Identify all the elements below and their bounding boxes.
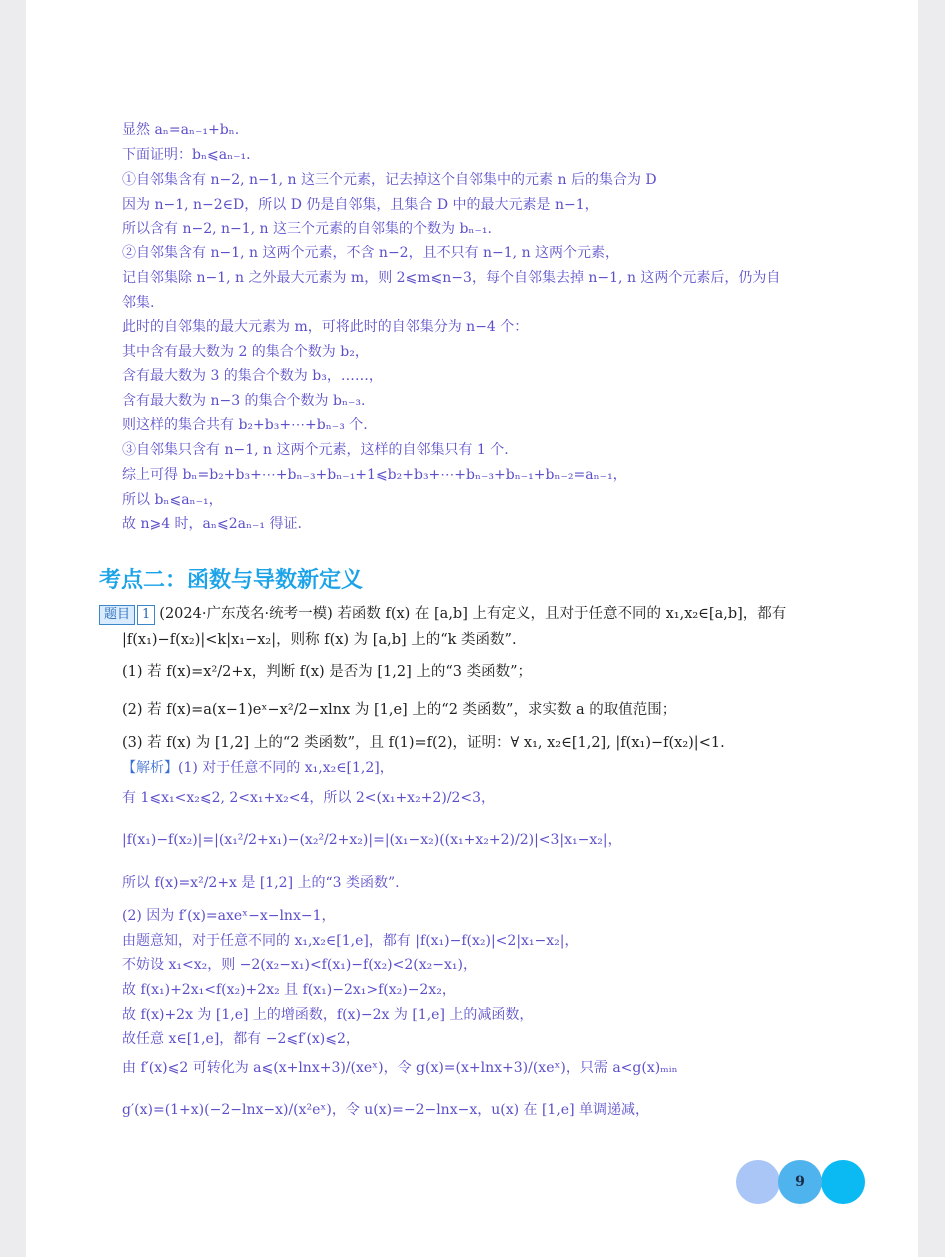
problem-statement: (2024·广东茂名·统考一模) 若函数 f(x) 在 [a,b] 上有定义，且对于任意不同的 x₁,x₂∈[a,b]，都有: [159, 606, 787, 622]
page-number-badge: [26, 1160, 918, 1204]
text-line: 显然 aₙ=aₙ₋₁+bₙ.: [122, 122, 240, 138]
section-heading: 考点二：函数与导数新定义: [99, 568, 364, 593]
text-line: 下面证明：bₙ⩽aₙ₋₁.: [122, 147, 251, 163]
text-line: 因为 n−1, n−2∈D，所以 D 仍是自邻集，且集合 D 中的最大元素是 n−1，: [122, 197, 599, 213]
solution-line: 故任意 x∈[1,e]，都有 −2⩽f′(x)⩽2，: [122, 1031, 360, 1047]
text-line: 含有最大数为 n−3 的集合个数为 bₙ₋₃.: [122, 393, 366, 409]
text-line: 其中含有最大数为 2 的集合个数为 b₂，: [122, 344, 369, 360]
solution-line: 有 1⩽x₁<x₂⩽2, 2<x₁+x₂<4，所以 2<(x₁+x₂+2)/2<3，: [122, 790, 496, 806]
text-line: 此时的自邻集的最大元素为 m，可将此时的自邻集分为 n−4 个：: [122, 319, 529, 335]
solution-line: 由题意知，对于任意不同的 x₁,x₂∈[1,e]，都有 |f(x₁)−f(x₂)|<2|x₁−x₂|，: [122, 933, 579, 949]
solution-line: 由 f′(x)⩽2 可转化为 a⩽(x+lnx+3)/(xeˣ)，令 g(x)=(x+lnx+3)/(xeˣ)，只需 a<g(x)ₘᵢₙ: [122, 1060, 678, 1076]
question-1: (1) 若 f(x)=x²/2+x，判断 f(x) 是否为 [1,2] 上的“3 类函数”；: [122, 664, 533, 680]
solution-line: 故 f(x₁)+2x₁<f(x₂)+2x₂ 且 f(x₁)−2x₁>f(x₂)−2x₂，: [122, 982, 456, 998]
document-page: [26, 0, 918, 1257]
solution-label: 【解析】: [122, 760, 178, 776]
problem-line: |f(x₁)−f(x₂)|<k|x₁−x₂|，则称 f(x) 为 [a,b] 上的“k 类函数”.: [122, 632, 517, 648]
problem-number: 1: [137, 605, 155, 625]
solution-line: |f(x₁)−f(x₂)|=|(x₁²/2+x₁)−(x₂²/2+x₂)|=|(x₁−x₂)((x₁+x₂+2)/2)|<3|x₁−x₂|，: [122, 832, 622, 848]
question-3: (3) 若 f(x) 为 [1,2] 上的“2 类函数”，且 f(1)=f(2)，证明：∀ x₁, x₂∈[1,2], |f(x₁)−f(x₂)|<1.: [122, 735, 725, 751]
solution-text: (1) 对于任意不同的 x₁,x₂∈[1,2]，: [178, 760, 394, 776]
text-line: 综上可得 bₙ=b₂+b₃+⋯+bₙ₋₃+bₙ₋₁+1⩽b₂+b₃+⋯+bₙ₋₃+bₙ₋₁+bₙ₋₂=aₙ₋₁，: [122, 467, 627, 483]
text-line: 故 n⩾4 时，aₙ⩽2aₙ₋₁ 得证.: [122, 516, 302, 532]
text-line: ③自邻集只含有 n−1, n 这两个元素，这样的自邻集只有 1 个.: [122, 442, 509, 458]
solution-line: 不妨设 x₁<x₂，则 −2(x₂−x₁)<f(x₁)−f(x₂)<2(x₂−x₁)，: [122, 957, 477, 973]
text-line: ②自邻集含有 n−1, n 这两个元素，不含 n−2，且不只有 n−1, n 这两个元素，: [122, 245, 620, 261]
text-line: 记自邻集除 n−1, n 之外最大元素为 m，则 2⩽m⩽n−3，每个自邻集去掉 n−1, n 这两个元素后，仍为自: [122, 270, 781, 286]
text-line: 则这样的集合共有 b₂+b₃+⋯+bₙ₋₃ 个.: [122, 417, 368, 433]
text-line: 所以含有 n−2, n−1, n 这三个元素的自邻集的个数为 bₙ₋₁.: [122, 221, 492, 237]
solution-line: 所以 f(x)=x²/2+x 是 [1,2] 上的“3 类函数”.: [122, 875, 400, 891]
solution-line: (2) 因为 f′(x)=axeˣ−x−lnx−1，: [122, 908, 336, 924]
problem-tag: 题目: [99, 605, 135, 625]
solution-line: g′(x)=(1+x)(−2−lnx−x)/(x²eˣ)，令 u(x)=−2−lnx−x，u(x) 在 [1,e] 单调递减，: [122, 1102, 649, 1118]
decor-circle: [821, 1160, 865, 1204]
text-line: 所以 bₙ⩽aₙ₋₁，: [122, 492, 223, 508]
text-line: 含有最大数为 3 的集合个数为 b₃，……，: [122, 368, 383, 384]
text-line: 邻集.: [122, 295, 155, 311]
decor-circle: [736, 1160, 780, 1204]
solution-line: 故 f(x)+2x 为 [1,e] 上的增函数，f(x)−2x 为 [1,e] 上的减函数，: [122, 1007, 534, 1023]
solution-line: [122, 758, 394, 778]
question-2: (2) 若 f(x)=a(x−1)eˣ−x²/2−xlnx 为 [1,e] 上的“2 类函数”，求实数 a 的取值范围；: [122, 702, 677, 718]
problem-line: [99, 604, 786, 625]
text-line: ①自邻集含有 n−2, n−1, n 这三个元素，记去掉这个自邻集中的元素 n 后的集合为 D: [122, 172, 657, 188]
page-number: 9: [795, 1174, 805, 1190]
